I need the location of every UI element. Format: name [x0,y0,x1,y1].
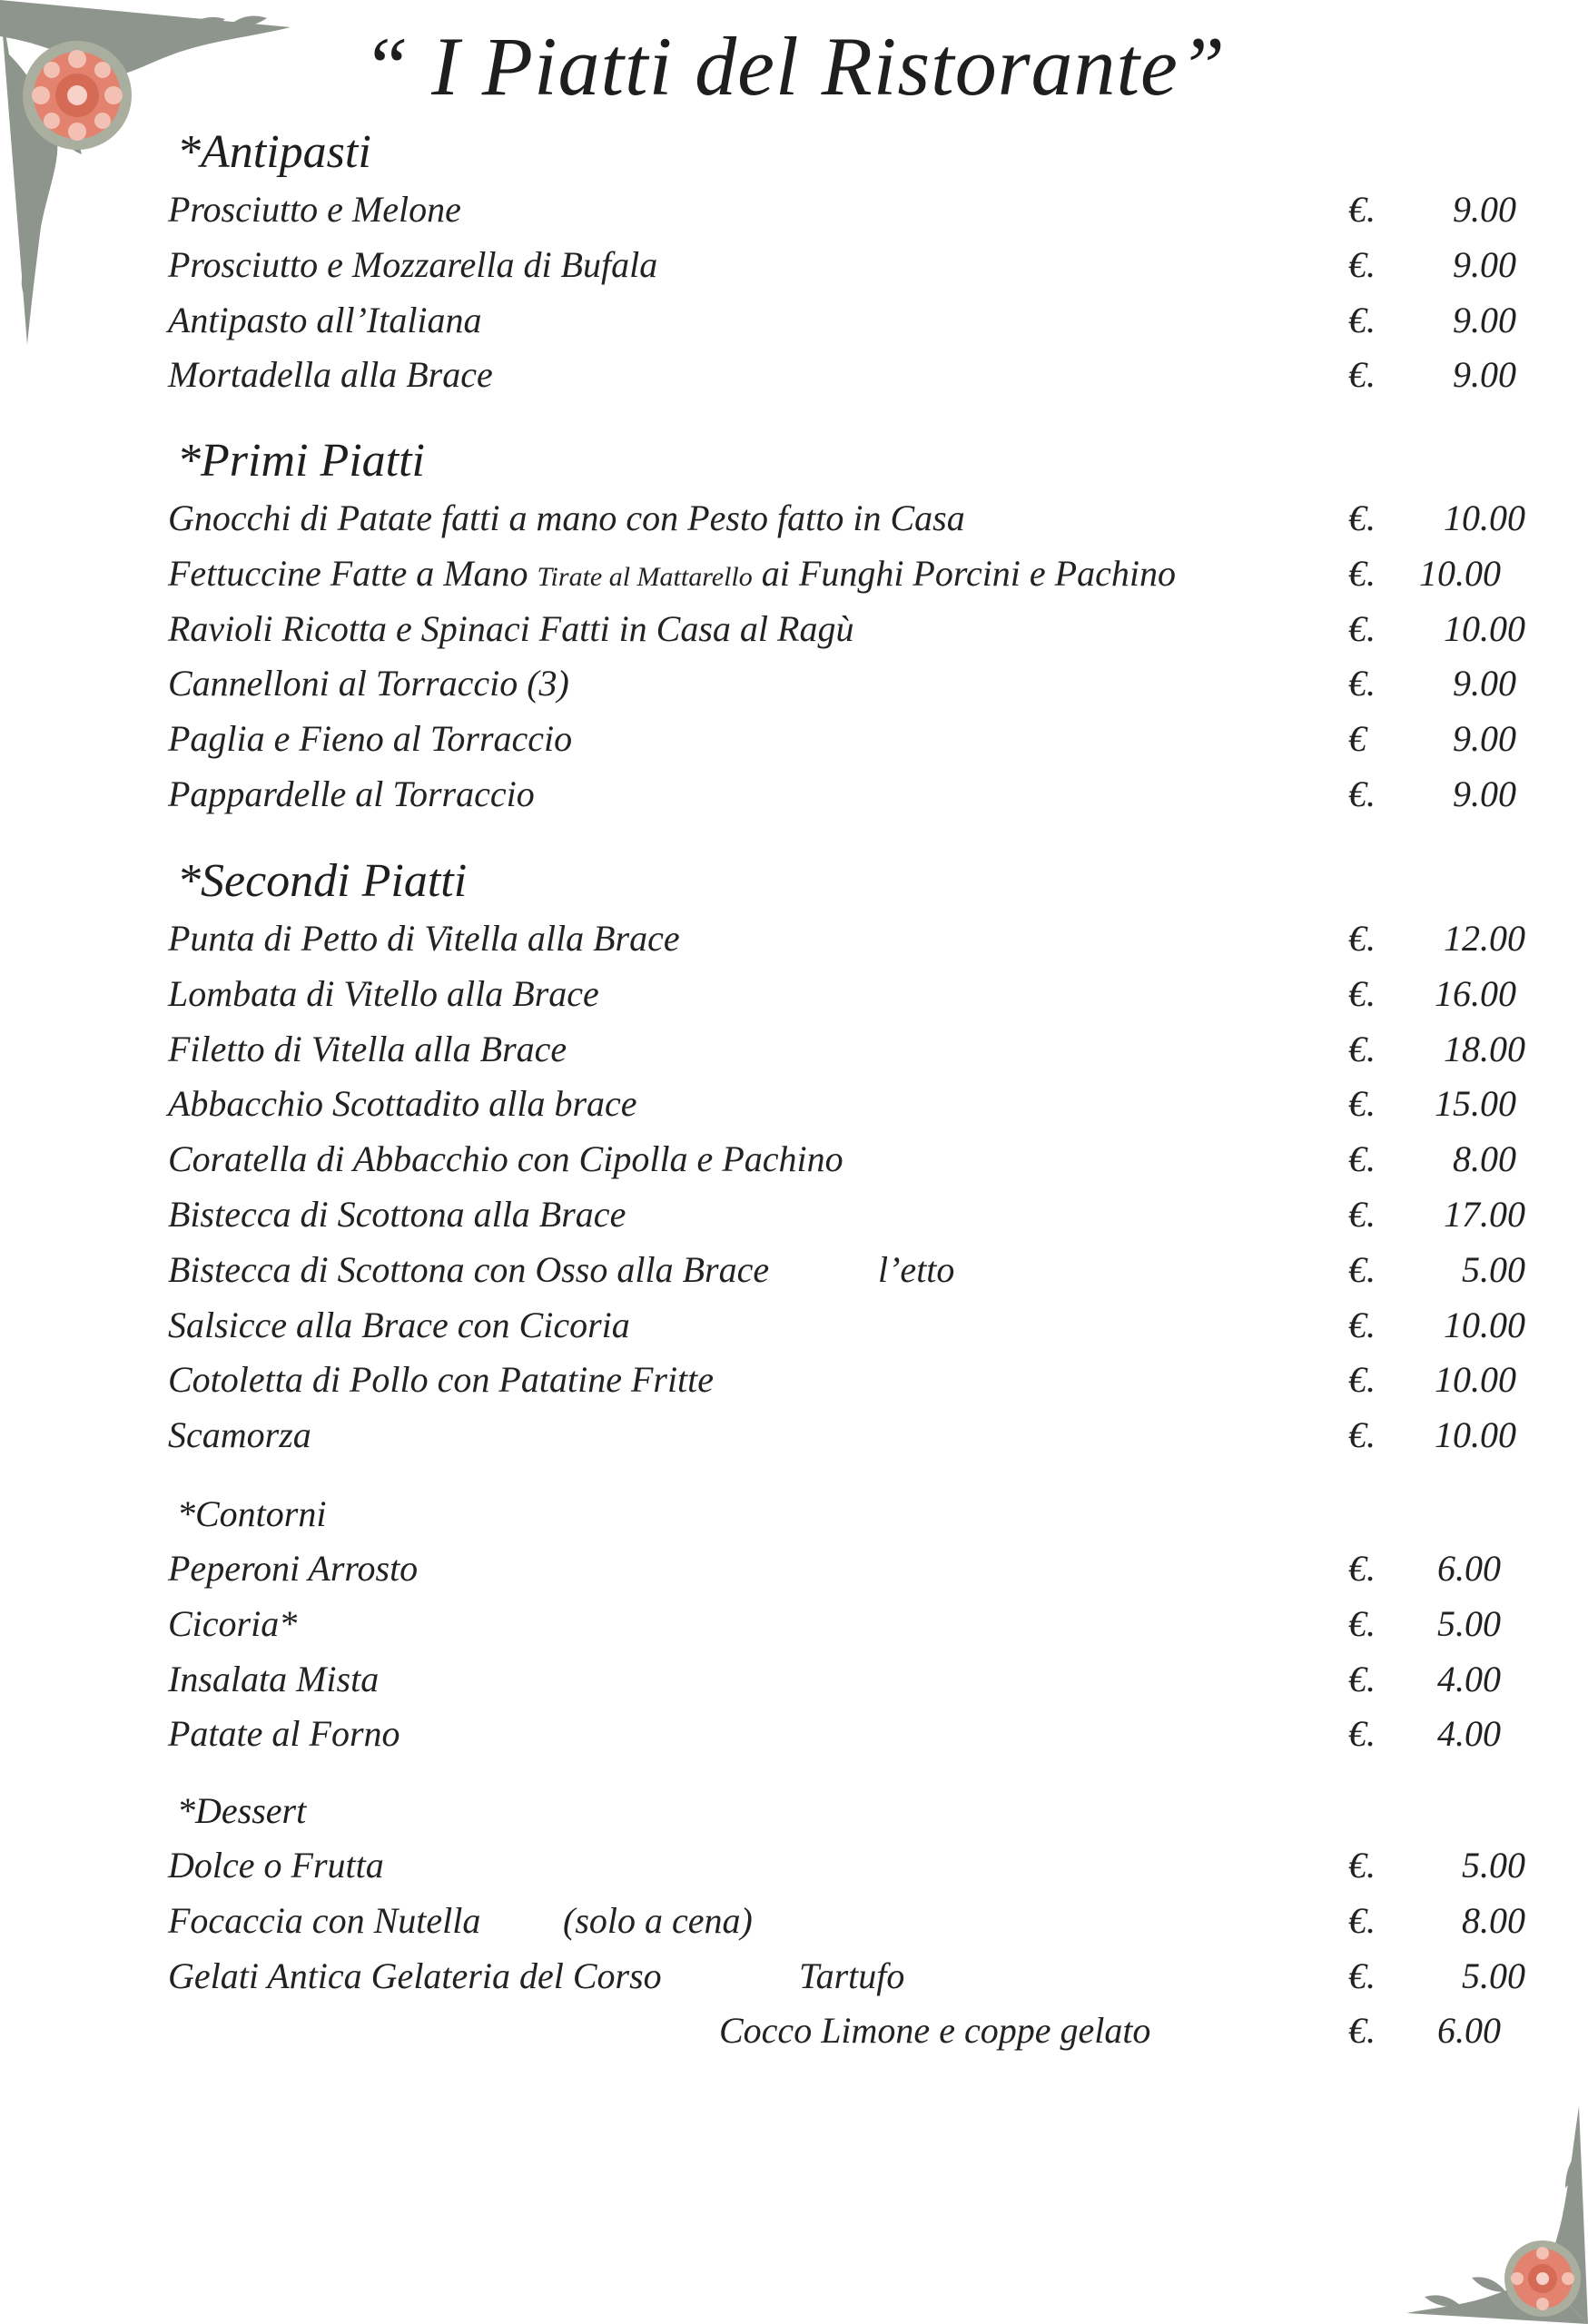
menu-item [168,2004,1530,2059]
item-price: 16.00 [1435,972,1516,1014]
menu-item [168,1707,1530,1762]
item-name: Cicoria* [168,1602,298,1644]
menu-item [168,767,1530,822]
item-price: 9.00 [1453,718,1516,760]
item-note: Cocco Limone e coppe gelato [719,2010,1151,2052]
item-price: 5.00 [1437,1602,1501,1644]
item-price: 8.00 [1462,1899,1525,1941]
item-price: 9.00 [1453,773,1516,814]
item-name: Punta di Petto di Vitella alla Brace [168,918,680,959]
item-currency: €. [1348,1548,1376,1589]
item-name: Cotoletta di Pollo con Patatine Fritte [168,1359,715,1401]
menu-item [168,182,1530,238]
item-price: 17.00 [1444,1193,1525,1235]
menu-item [168,1949,1530,2004]
item-currency: €. [1348,1304,1376,1345]
menu-item [168,1597,1530,1652]
item-name: Gelati Antica Gelateria del Corso [168,1955,662,1996]
menu-item [168,1894,1530,1949]
item-name: Coratella di Abbacchio con Cipolla e Pachino [168,1138,843,1180]
section-title: *Primi Piatti [177,435,425,487]
menu-item [168,1652,1530,1708]
menu-item [168,911,1530,967]
item-name: Pappardelle al Torraccio [168,773,535,814]
item-currency: €. [1348,663,1376,704]
item-name: Mortadella alla Brace [168,354,493,396]
menu-title: “ I Piatti del Ristorante” [361,20,1227,113]
item-price: 9.00 [1453,663,1516,704]
item-price: 5.00 [1462,1845,1525,1886]
item-currency: €. [1348,1845,1376,1886]
item-currency: €. [1348,972,1376,1014]
item-price: 9.00 [1453,354,1516,396]
item-currency: €. [1348,1658,1376,1699]
section-antipasti [168,123,1530,403]
item-price: 4.00 [1437,1713,1501,1755]
item-currency: €. [1348,1602,1376,1644]
item-name: Dolce o Frutta [168,1845,384,1886]
item-currency: €. [1348,918,1376,959]
menu-item [168,1541,1530,1597]
menu-item [168,602,1530,657]
item-price: 9.00 [1453,243,1516,285]
item-price: 9.00 [1453,299,1516,340]
section-title: *Contorni [177,1493,327,1534]
item-name: Antipasto all’Italiana [168,299,482,340]
item-note: Tartufo [799,1955,905,1996]
item-name: Gnocchi di Patate fatti a mano con Pesto fatto in Casa [168,497,965,538]
item-price: 10.00 [1435,1414,1516,1456]
item-currency: €. [1348,189,1376,230]
item-name: Patate al Forno [168,1713,400,1755]
item-price: 6.00 [1437,1548,1501,1589]
item-currency: €. [1348,552,1376,594]
menu-item [168,1838,1530,1894]
item-currency: €. [1348,1359,1376,1401]
item-name: Prosciutto e Mozzarella di Bufala [168,243,658,285]
item-name: Insalata Mista [168,1658,380,1699]
item-currency: €. [1348,1414,1376,1456]
item-name: Bistecca di Scottona alla Brace [168,1193,626,1235]
menu-item [168,1298,1530,1354]
menu-item [168,238,1530,293]
section-title: *Secondi Piatti [177,855,468,907]
item-currency: €. [1348,1899,1376,1941]
item-currency: € [1348,718,1366,760]
menu-item [168,547,1530,602]
item-name: Ravioli Ricotta e Spinaci Fatti in Casa al Ragù [168,607,854,649]
item-price: 10.00 [1435,1359,1516,1401]
item-currency: €. [1348,773,1376,814]
section-contorni [168,1487,1530,1762]
menu-item [168,1243,1530,1298]
item-price: 18.00 [1444,1028,1525,1069]
item-name: Scamorza [168,1414,311,1456]
menu-item [168,1077,1530,1132]
item-name-detail: Tirate al Mattarello [537,561,753,592]
menu-item [168,712,1530,767]
item-currency: €. [1348,1028,1376,1069]
menu-item [168,293,1530,349]
item-price: 10.00 [1444,1304,1525,1345]
menu-item [168,967,1530,1022]
item-price: 5.00 [1462,1248,1525,1290]
item-name: Lombata di Vitello alla Brace [168,972,599,1014]
menu-item [168,1022,1530,1078]
item-currency: €. [1348,1713,1376,1755]
item-name: Prosciutto e Melone [168,189,461,230]
corner-ornament-bottom-right [1406,2106,1588,2324]
item-note: (solo a cena) [563,1899,753,1941]
item-name: Focaccia con Nutella [168,1899,481,1941]
item-name: Filetto di Vitella alla Brace [168,1028,567,1069]
item-price: 10.00 [1444,497,1525,538]
item-price: 4.00 [1437,1658,1501,1699]
item-price: 12.00 [1444,918,1525,959]
item-price: 6.00 [1437,2010,1501,2052]
item-currency: €. [1348,354,1376,396]
item-price: 10.00 [1419,552,1501,594]
item-name-extra: ai Funghi Porcini e Pachino [761,552,1176,594]
item-price: 9.00 [1453,189,1516,230]
item-name: Bistecca di Scottona con Osso alla Brace [168,1248,770,1290]
item-currency: €. [1348,299,1376,340]
section-primi-piatti [168,431,1530,822]
item-price: 8.00 [1453,1138,1516,1180]
menu-item [168,1353,1530,1408]
item-name: Peperoni Arrosto [168,1548,419,1589]
menu-item [168,1132,1530,1187]
item-name: Salsicce alla Brace con Cicoria [168,1304,630,1345]
menu-item [168,1187,1530,1243]
item-name: Paglia e Fieno al Torraccio [168,718,573,760]
item-currency: €. [1348,1083,1376,1125]
item-currency: €. [1348,1248,1376,1290]
section-title: *Dessert [177,1790,307,1831]
menu-item [168,1408,1530,1463]
menu-item [168,348,1530,403]
item-currency: €. [1348,1955,1376,1996]
section-title: *Antipasti [177,126,371,178]
section-secondi-piatti [168,852,1530,1463]
item-note: l’etto [878,1248,955,1290]
item-name: Abbacchio Scottadito alla brace [168,1083,637,1125]
item-currency: €. [1348,243,1376,285]
item-currency: €. [1348,607,1376,649]
item-currency: €. [1348,1138,1376,1180]
item-price: 15.00 [1435,1083,1516,1125]
item-name [168,547,1176,606]
item-currency: €. [1348,2010,1376,2052]
item-currency: €. [1348,497,1376,538]
item-name: Cannelloni al Torraccio (3) [168,663,569,704]
menu-item [168,491,1530,547]
item-price: 10.00 [1444,607,1525,649]
menu-item [168,656,1530,712]
item-price: 5.00 [1462,1955,1525,1996]
section-dessert [168,1784,1530,2059]
item-currency: €. [1348,1193,1376,1235]
item-name-main: Fettuccine Fatte a Mano [168,552,528,594]
